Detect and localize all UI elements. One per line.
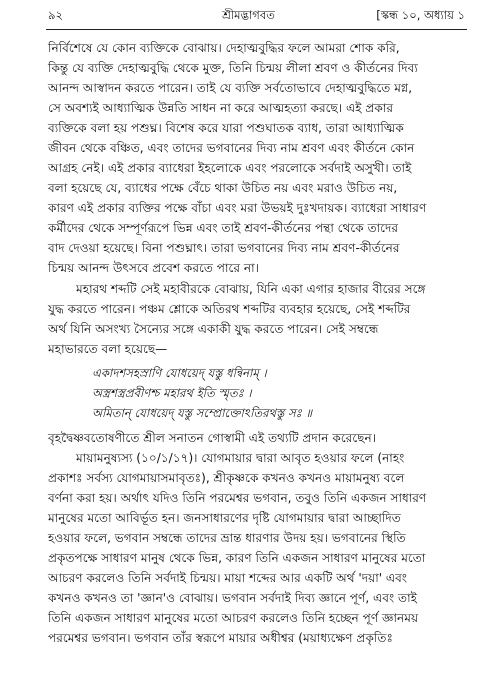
text-line: পরমেশ্বর ভগবান। ভগবান তাঁর স্বরূপে মায়ার অধীশ্বর (ময়াধ্যক্ষেণ প্রকৃতিঃ: [48, 631, 393, 645]
text-line: চিন্ময় আনন্দ উৎসবে প্রবেশ করতে পারে না।: [48, 261, 259, 275]
verse-line: অমিতান্ যোধয়েদ্ যস্তু সম্প্রোক্তোঽতিরথস্তু সঃ ॥: [92, 406, 313, 420]
chapter-reference: [স্কন্ধ ১০, অধ্যায় ১: [376, 8, 465, 22]
header-rule: [46, 29, 467, 30]
text-line: সে অবশ্যই আধ্যাত্মিক উন্নতি সাধন না করে আত্মহত্যা করছে। এই প্রকার: [48, 101, 393, 115]
text-line: বৃহদ্বৈষ্ণবতোষণীতে শ্রীল সনাতন গোস্বামী এই তথ্যটি প্রদান করেছেন।: [48, 431, 377, 445]
page-number: ৯২: [48, 8, 63, 22]
verse-line: একাদশসহস্রাণি যোধয়েদ্ যস্তু ধন্বিনাম্ ।: [92, 366, 267, 380]
text-line: যুদ্ধ করতে পারেন। পঞ্চম শ্লোকে অতিরথ শব্দটির ব্যবহার হয়েছে, সেই শব্দটির: [48, 302, 411, 316]
text-line: প্রকৃতপক্ষে সাধারণ মানুষ থেকে ভিন্ন, কারণ তিনি একজন সাধারণ মানুষের মতো: [48, 551, 426, 565]
text-line: আনন্দ আস্বাদন করতে পারেন। তাই যে ব্যক্তি সর্বতোভাবে দেহাত্মবুদ্ধিতে মগ্ন,: [48, 81, 413, 95]
text-line: তিনি একজন সাধারণ মানুষের মতো আচরণ করলেও তিনি হচ্ছেন পূর্ণ জ্ঞানময়: [48, 611, 419, 625]
text-line: কারণ এই প্রকার ব্যক্তির পক্ষে বাঁচা এবং মরা উভয়ই দুঃখদায়ক। ব্যাধেরা সাধারণ: [48, 201, 427, 215]
text-line: অর্থ যিনি অসংখ্য সৈন্যের সঙ্গে একাকী যুদ্ধ করতে পারেন। সেই সম্বন্ধে: [48, 322, 379, 336]
text-line: প্রকাশঃ সর্বস্য যোগমায়াসমাবৃতঃ), শ্রীকৃষ্ণকে কখনও কখনও মায়ামনুষ্য বলে: [48, 471, 405, 485]
verse-line: অস্ত্রশস্ত্রপ্রবীণশ্চ মহারথ ইতি স্মৃতঃ ।: [92, 386, 252, 400]
text-line: নির্বিশেষে যে কোন ব্যক্তিকে বোঝায়। দেহাত্মবুদ্ধির ফলে আমরা শোক করি,: [48, 41, 400, 55]
text-line: হওয়ার ফলে, ভগবান সম্বন্ধে তাদের ভ্রান্ত ধারণার উদয় হয়। ভগবানের স্থিতি: [48, 531, 406, 545]
text-line: জীবন থেকে বঞ্চিত, এবং তাদের ভগবানের দিব্য নাম শ্রবণ এবং কীর্তনে কোন: [48, 141, 415, 155]
text-line: মানুষের মতো আবির্ভূত হন। জনসাধারণের দৃষ্টি যোগমায়ার দ্বারা আচ্ছাদিত: [48, 511, 401, 525]
text-line: বর্ণনা করা হয়। অর্থাৎ যদিও তিনি পরমেশ্বর ভগবান, তবুও তিনি একজন সাধারণ: [48, 491, 427, 505]
book-title: শ্রীমদ্ভাগবত: [222, 8, 275, 22]
text-line: মহাভারতে বলা হয়েছে—: [48, 342, 168, 356]
text-line: আগ্রহ নেই। এই প্রকার ব্যাধেরা ইহলোকে এবং পরলোকে সর্বদাই অসুখী। তাই: [48, 161, 412, 175]
text-line: মায়ামনুষ্যস্য (১০/১/১৭)। যোগমায়ার দ্বারা আবৃত হওয়ার ফলে (নাহং: [76, 451, 405, 465]
text-line: বলা হয়েছে যে, ব্যাধের পক্ষে বেঁচে থাকা উচিত নয় এবং মরাও উচিত নয়,: [48, 181, 398, 195]
text-line: কর্মীদের থেকে সম্পূর্ণরূপে ভিন্ন এবং তাই শ্রবণ-কীর্তনের পন্থা থেকে তাদের: [48, 221, 399, 235]
text-line: মহারথ শব্দটি সেই মহাবীরকে বোঝায়, যিনি একা এগার হাজার বীরের সঙ্গে: [76, 282, 426, 296]
text-line: আচরণ করলেও তিনি সর্বদাই চিন্ময়। মায়া শব্দের আর একটি অর্থ 'দয়া' এবং: [48, 571, 408, 585]
text-line: কিন্তু যে ব্যক্তি দেহাত্মবুদ্ধি থেকে মুক্ত, তিনি চিন্ময় লীলা শ্রবণ ও কীর্তনের দিব্য: [48, 61, 418, 75]
text-line: ব্যক্তিকে বলা হয় পশুঘ্ন। বিশেষ করে যারা পশুঘাতক ব্যাধ, তারা আধ্যাত্মিক: [48, 121, 404, 135]
text-line: বাদ দেওয়া হয়েছে। বিনা পশুঘ্নাৎ। তারা ভগবানের দিব্য নাম শ্রবণ-কীর্তনের: [48, 241, 400, 255]
text-line: কখনও কখনও তা 'জ্ঞান'ও বোঝায়। ভগবান সর্বদাই দিব্য জ্ঞানে পূর্ণ, এবং তাই: [48, 591, 417, 605]
